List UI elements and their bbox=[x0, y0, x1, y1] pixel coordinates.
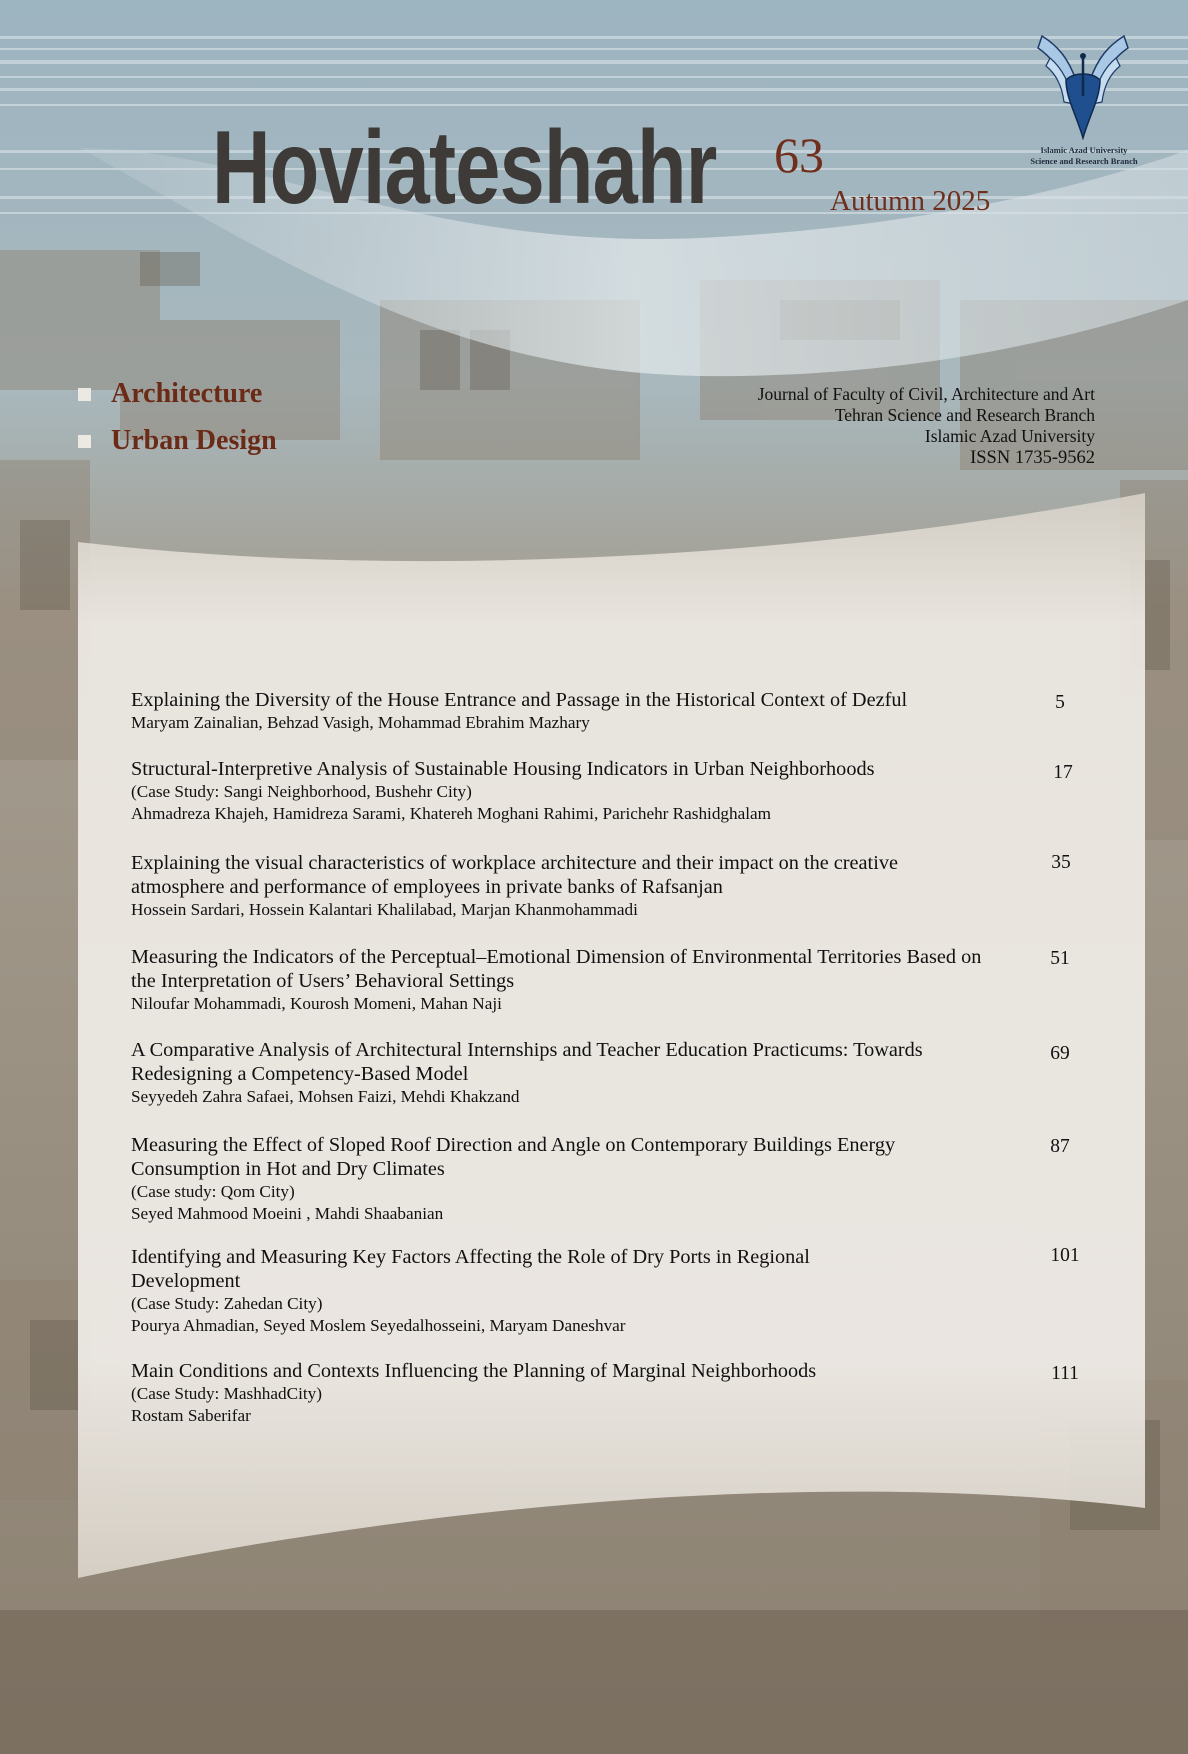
toc-entry bbox=[131, 757, 1011, 825]
article-title: Measuring the Indicators of the Perceptual–Emotional Dimension of Environmental Territories Based on the Interpretation of Users’ Behavioral Settings bbox=[131, 946, 982, 992]
page-number: 17 bbox=[1053, 762, 1073, 783]
article-title: Structural-Interpretive Analysis of Sustainable Housing Indicators in Urban Neighborhoods bbox=[131, 758, 875, 780]
article-authors: Hossein Sardari, Hossein Kalantari Khalilabad, Marjan Khanmohammadi bbox=[131, 900, 638, 919]
article-title: Explaining the Diversity of the House Entrance and Passage in the Historical Context of Dezful bbox=[131, 689, 908, 711]
page-number: 111 bbox=[1051, 1363, 1079, 1384]
issue-number: 63 bbox=[774, 127, 824, 183]
toc-entry bbox=[131, 1133, 1001, 1225]
article-title: Measuring the Effect of Sloped Roof Direction and Angle on Contemporary Buildings Energy Consumption in Hot and Dry Climates bbox=[131, 1134, 896, 1180]
logo-caption-line2: Science and Research Branch bbox=[1030, 155, 1138, 166]
article-case-study: (Case study: Qom City) bbox=[131, 1182, 295, 1201]
article-title: A Comparative Analysis of Architectural Internships and Teacher Education Practicums: Towards Redesigning a Competency-Based Model bbox=[131, 1039, 923, 1085]
article-authors: Pourya Ahmadian, Seyed Moslem Seyedalhosseini, Maryam Daneshvar bbox=[131, 1316, 626, 1335]
article-case-study: (Case Study: Sangi Neighborhood, Bushehr City) bbox=[131, 782, 472, 801]
page-number: 87 bbox=[1050, 1136, 1070, 1157]
article-title: Identifying and Measuring Key Factors Affecting the Role of Dry Ports in Regional Development bbox=[131, 1246, 810, 1292]
logo-caption-line1: Islamic Azad University bbox=[1040, 145, 1128, 155]
publisher-line: Tehran Science and Research Branch bbox=[834, 405, 1095, 425]
article-authors: Ahmadreza Khajeh, Hamidreza Sarami, Khatereh Moghani Rahimi, Parichehr Rashidghalam bbox=[131, 804, 772, 823]
toc-entry bbox=[131, 688, 1011, 734]
issue-season: Autumn 2025 bbox=[830, 185, 991, 217]
toc-entry bbox=[131, 1245, 921, 1337]
page-number: 5 bbox=[1055, 692, 1065, 713]
toc-entry bbox=[131, 945, 1001, 1015]
page-number: 35 bbox=[1051, 852, 1071, 873]
page-number: 101 bbox=[1050, 1245, 1080, 1266]
issn: ISSN 1735-9562 bbox=[970, 448, 1095, 468]
toc-entry bbox=[131, 851, 931, 921]
article-case-study: (Case Study: Zahedan City) bbox=[131, 1294, 323, 1313]
article-title: Main Conditions and Contexts Influencing the Planning of Marginal Neighborhoods bbox=[131, 1360, 817, 1382]
publisher-line: Islamic Azad University bbox=[924, 426, 1095, 446]
page-number: 69 bbox=[1050, 1043, 1070, 1064]
article-authors: Rostam Saberifar bbox=[131, 1406, 251, 1425]
article-case-study: (Case Study: MashhadCity) bbox=[131, 1384, 322, 1403]
toc-entry bbox=[131, 1359, 1011, 1427]
toc-entry bbox=[131, 1038, 951, 1108]
journal-title: Hoviateshahr bbox=[212, 110, 717, 226]
subject-label: Architecture bbox=[111, 378, 263, 409]
article-title: Explaining the visual characteristics of workplace architecture and their impact on the creative atmosphere and performance of employees in private banks of Rafsanjan bbox=[131, 852, 898, 898]
article-authors: Maryam Zainalian, Behzad Vasigh, Mohammad Ebrahim Mazhary bbox=[131, 713, 590, 732]
subject-label: Urban Design bbox=[111, 425, 277, 456]
article-authors: Seyyedeh Zahra Safaei, Mohsen Faizi, Mehdi Khakzand bbox=[131, 1087, 520, 1106]
page-number: 51 bbox=[1050, 948, 1070, 969]
publisher-line: Journal of Faculty of Civil, Architecture and Art bbox=[757, 384, 1095, 404]
article-authors: Seyed Mahmood Moeini , Mahdi Shaabanian bbox=[131, 1204, 444, 1223]
article-authors: Niloufar Mohammadi, Kourosh Momeni, Mahan Naji bbox=[131, 994, 502, 1013]
